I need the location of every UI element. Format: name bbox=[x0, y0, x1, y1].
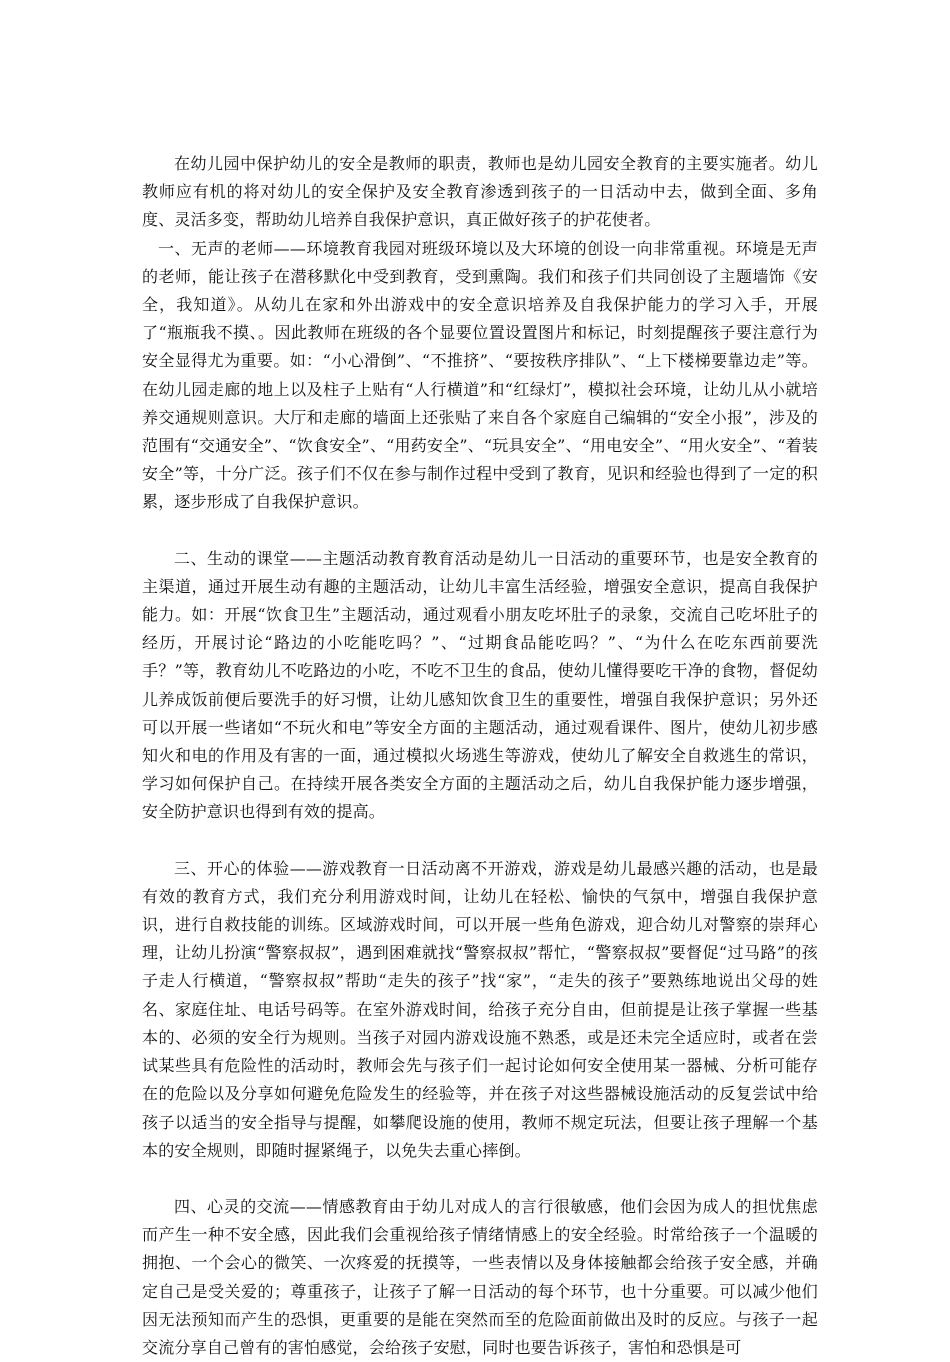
paragraph-section-2: 二、生动的课堂——主题活动教育教育活动是幼儿一日活动的重要环节，也是安全教育的主渠道，通过开展生动有趣的主题活动，让幼儿丰富生活经验，增强安全意识，提高自我保护能力。如：开展“饮食卫生”主题活动，通过观看小朋友吃坏肚子的录象，交流自己吃坏肚子的经历，开展讨论“路边的小吃能吃吗？”、“过期食品能吃吗？”、“为什么在吃东西前要洗手？”等，教育幼儿不吃路边的小吃，不吃不卫生的食品，使幼儿懂得要吃干净的食物，督促幼儿养成饭前便后要洗手的好习惯，让幼儿感知饮食卫生的重要性，增强自我保护意识；另外还可以开展一些诸如“不玩火和电”等安全方面的主题活动，通过观看课件、图片，使幼儿初步感知火和电的作用及有害的一面，通过模拟火场逃生等游戏，使幼儿了解安全自救逃生的常识，学习如何保护自己。在持续开展各类安全方面的主题活动之后，幼儿自我保护能力逐步增强，安全防护意识也得到有效的提高。 bbox=[142, 548, 818, 822]
paragraph-intro: 在幼儿园中保护幼儿的安全是教师的职责，教师也是幼儿园安全教育的主要实施者。幼儿教师应有机的将对幼儿的安全保护及安全教育渗透到孩子的一日活动中去，做到全面、多角度、灵活多变，帮助幼儿培养自我保护意识，真正做好孩子的护花使者。 bbox=[142, 154, 818, 230]
paragraph-section-1: 一、无声的老师——环境教育我园对班级环境以及大环境的创设一向非常重视。环境是无声的老师，能让孩子在潜移默化中受到教育，受到熏陶。我们和孩子们共同创设了主题墙饰《安全，我知道》。从幼儿在家和外出游戏中的安全意识培养及自我保护能力的学习入手，开展了“瓶瓶我不摸、。因此教师在班级的各个显要位置设置图片和标记，时刻提醒孩子要注意行为安全显得尤为重要。如：“小心滑倒”、“不推挤”、“要按秩序排队”、“上下楼梯要靠边走”等。在幼儿园走廊的地上以及柱子上贴有“人行横道”和“红绿灯”，模拟社会环境，让幼儿从小就培养交通规则意识。大厅和走廊的墙面上还张贴了来自各个家庭自己编辑的“安全小报”，涉及的范围有“交通安全”、“饮食安全”、“用药安全”、“玩具安全”、“用电安全”、“用火安全”、“着装安全”等，十分广泛。孩子们不仅在参与制作过程中受到了教育，见识和经验也得到了一定的积累，逐步形成了自我保护意识。 bbox=[142, 238, 818, 512]
paragraph-section-3: 三、开心的体验——游戏教育一日活动离不开游戏，游戏是幼儿最感兴趣的活动，也是最有效的教育方式，我们充分利用游戏时间，让幼儿在轻松、愉快的气氛中，增强自我保护意识，进行自救技能的训练。区域游戏时间，可以开展一些角色游戏，迎合幼儿对警察的崇拜心理，让幼儿扮演“警察叔叔”，遇到困难就找“警察叔叔”帮忙，“警察叔叔”要督促“过马路”的孩子走人行横道，“警察叔叔”帮助“走失的孩子”找“家”，“走失的孩子”要熟练地说出父母的姓名、家庭住址、电话号码等。在室外游戏时间，给孩子充分自由，但前提是让孩子掌握一些基本的、必须的安全行为规则。当孩子对园内游戏设施不熟悉，或是还未完全适应时，或者在尝试某些具有危险性的活动时，教师会先与孩子们一起讨论如何安全使用某一器械、分析可能存在的危险以及分享如何避免危险发生的经验等，并在孩子对这些器械设施活动的反复尝试中给孩子以适当的安全指导与提醒，如攀爬设施的使用，教师不规定玩法，但要让孩子理解一个基本的安全规则，即随时握紧绳子，以免失去重心摔倒。 bbox=[142, 858, 818, 1160]
document-page bbox=[142, 150, 818, 1362]
paragraph-section-4: 四、心灵的交流——情感教育由于幼儿对成人的言行很敏感，他们会因为成人的担忧焦虑而产生一种不安全感，因此我们会重视给孩子情绪情感上的安全经验。时常给孩子一个温暖的拥抱、一个会心的微笑、一次疼爱的抚摸等，一些表情以及身体接触都会给孩子安全感，并确定自己是受关爱的；尊重孩子，让孩子了解一日活动的每个环节，也十分重要。可以减少他们因无法预知而产生的恐惧，更重要的是能在突然而至的危险面前做出及时的反应。与孩子一起交流分享自己曾有的害怕感觉，会给孩子安慰，同时也要告诉孩子，害怕和恐惧是可 bbox=[142, 1196, 818, 1357]
